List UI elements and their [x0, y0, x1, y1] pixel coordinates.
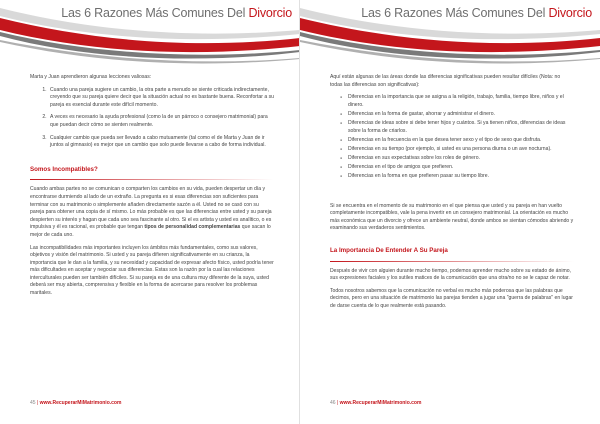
list-item: ● Diferencias en la importancia que se asigna a la religión, trabajo, familia, tiempo libre, niños y el dinero. — [340, 94, 574, 109]
page-footer: 45 | www.RecuperarMiMatrimonio.com — [30, 400, 122, 406]
header-title — [361, 6, 592, 20]
header-title — [61, 6, 292, 20]
paragraph-text: que sacan lo mejor de cada uno. — [30, 224, 271, 238]
body-paragraph: Después de vivir con alguien durante mucho tiempo, podemos aprender mucho sobre su estado de ánimo, sus expresiones faciales y los sutiles matices de la comunicación que una otra/no no se le capaz de notar. — [330, 267, 571, 282]
footer-link[interactable]: www.RecuperarMiMatrimonio.com — [39, 400, 122, 406]
right-page-content — [330, 74, 574, 316]
body-paragraph: Si se encuentra en el momento de su matrimonio en el que piensa que usted y su pareja en han vuelto completamente incompatibles, vale la pena invertir en un consejero matrimonial. La orientación es mucho más económica que un divorcio y ofrece un ambiente neutral, donde ambos se sientan cómodos abriendo y examinando sus verdaderos sentimientos. — [330, 202, 574, 232]
section-title: Somos Incompatibles? — [30, 165, 98, 173]
list-item: ● Diferencias en su tiempo (por ejemplo, si usted es una persona diurna o un ave nocturna). — [340, 146, 574, 154]
differences-intro: Aquí están algunas de las áreas donde las diferencias significativas pueden resultar difíciles (Nota: no todas las diferencias son significativas): — [330, 74, 561, 88]
body-paragraph — [30, 186, 274, 239]
header-title-prefix: Las 6 Razones Más Comunes Del — [361, 6, 549, 20]
list-item: ● Diferencias de ideas sobre si debe tener hijos y cuántos. Si ya tienen niños, diferencias de ideas sobre la forma de criarlos. — [340, 120, 574, 135]
page-header — [300, 0, 600, 70]
list-item: ● Diferencias en sus expectativas sobre los roles de género. — [340, 155, 574, 163]
section-divider — [330, 261, 574, 262]
lessons-intro: Marta y Juan aprendieron algunas lecciones valiosas: — [30, 74, 152, 80]
bold-text: tipos de personalidad complementarias — [144, 224, 241, 231]
list-item: ● Diferencias en la frecuencia en la que desea tener sexo y el tipo de sexo que disfruta. — [340, 137, 574, 145]
page-footer: 46 | www.RecuperarMiMatrimonio.com — [330, 400, 422, 406]
right-page — [300, 0, 600, 424]
body-paragraph: Las incompatibilidades más importantes incluyen los ámbitos más fundamentales, como sus valores, objetivos y visión del matrimonio. Si usted y su pareja difieren significativamente en su crianza, la importancia que le dan a la familia, y su necesidad y capacidad de expresar afecto físico, usted podría tener más dificultades en aceptar y negociar sus diferencias. Estas son la razón por la cual las relaciones interculturales pueden ser también difíciles. Si su pareja es de una cultura muy diferente de la suya, usted deberá ser muy abierta, comprensiva y flexible en la forma de acercarse para resolver los problemas maritales. — [30, 244, 274, 297]
list-item: 1. Cuando una pareja sugiere un cambio, la otra parte a menudo se siente criticada indirectamente, creyendo que su pareja quiere decir que la situación actual no es bastante buena. Reconfortar a su pareja es esencial durante este difícil momento. — [48, 87, 274, 110]
left-page-content — [30, 74, 274, 303]
section-title: La Importancia De Entender A Su Pareja — [330, 247, 448, 254]
lessons-list — [42, 87, 274, 150]
header-title-highlight: Divorcio — [248, 6, 292, 20]
page-header — [0, 0, 300, 70]
header-title-highlight: Divorcio — [548, 6, 592, 20]
page-number: 45 — [30, 400, 36, 406]
body-paragraph: Todos nosotros sabemos que la comunicación no verbal es mucho más poderosa que las palabras que decimos, pero en una situación de matrimonio las parejas tienden a jugar una "guerra de palabras" en lugar de darse cuenta de lo que realmente está pasando. — [330, 287, 573, 309]
list-item: ● Diferencias en la forma de gastar, ahorrar y administrar el dinero. — [340, 111, 574, 119]
differences-list — [340, 94, 574, 180]
footer-link[interactable]: www.RecuperarMiMatrimonio.com — [339, 400, 422, 406]
list-item: 3. Cualquier cambio que pueda ser llevado a cabo mutuamente (tal como el de Marta y Juan de ir juntos al gimnasio) es mejor que un cambio que solo puede llevarse a cabo de forma individual. — [48, 135, 274, 150]
section-divider — [30, 179, 274, 180]
list-item: ● Diferencias en la forma en que prefieren pasar su tiempo libre. — [340, 173, 574, 181]
paragraph-text: Cuando ambas partes no se comunican o comparten los cambios en su vida, pueden despertar un día y encontrarse durmiendo al lado de un extraño. La pregunta es si esas diferencias son suficientes para terminar con su matrimonio o simplemente añaden directamente sazón a él. Usted no se casó con su pareja para obtener una copia de sí mismo. Lo más probable es que las diferencias entre usted y su pareja despierten su interés y hagan que cada uno sea fascinante al otro. Si el es artista y usted es analítico, o es impulsiva y él es racional, es probable que tengan — [30, 186, 272, 231]
page-number: 46 — [330, 400, 336, 406]
list-item: 2. A veces es necesario la ayuda profesional (como la de un párroco o consejero matrimonial) para que puedan decir cómo se sienten realmente. — [48, 114, 274, 129]
header-title-prefix: Las 6 Razones Más Comunes Del — [61, 6, 249, 20]
list-item: ● Diferencias en el tipo de amigos que prefieren. — [340, 164, 574, 172]
